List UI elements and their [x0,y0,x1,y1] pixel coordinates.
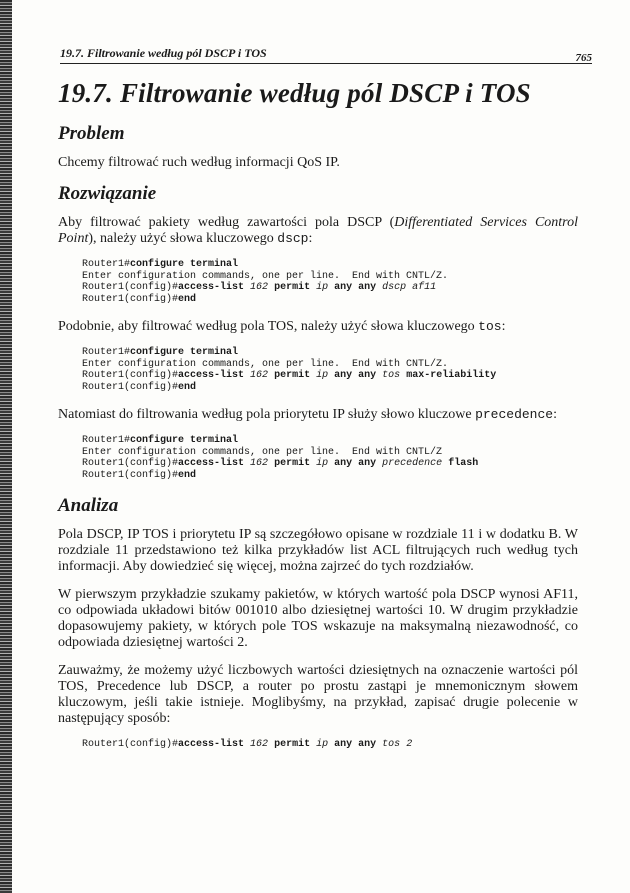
running-head: 19.7. Filtrowanie według pól DSCP i TOS [60,46,592,64]
precedence-intro: Natomiast do filtrowania według pola priorytetu IP służy słowo kluczowe precedence: [58,407,557,422]
keyword-precedence: precedence [475,407,554,422]
analysis-paragraph-3: Zauważmy, że możemy użyć liczbowych wartości dziesiętnych na oznaczenie wartości pól TOS, Precedence lub DSCP, a router po prostu zastąpi je mnemonicznym słowem kluczowym, jeśli takie istnieje. Moglibyśmy, na przykład, zapisać drugie polecenie w następujący sposób: [58,663,578,726]
keyword-dscp: dscp [277,231,309,246]
code-block-precedence: Router1#configure terminal Enter configuration commands, one per line. End with CNTL/Z Router1(config)#access-list 162 permit ip any any precedence flash Router1(config)#end [82,435,479,481]
page-content [58,78,578,765]
book-binding-edge [0,0,12,893]
analysis-paragraph-2: W pierwszym przykładzie szukamy pakietów, w których wartość pola DSCP wynosi AF11, co odpowiada układowi bitów 001010 albo dziesiętnej wartości 10. W drugim przykładzie dopasowujemy pakiety, w których pole TOS wskazuje na maksymalną niezawodność, co odpowiada dziesiętnej wartości 2. [58,587,578,650]
code-block-tos: Router1#configure terminal Enter configuration commands, one per line. End with CNTL/Z. Router1(config)#access-list 162 permit ip any any tos max-reliability Router1(config)#end [82,347,497,393]
code-block-tos-numeric: Router1(config)#access-list 162 permit ip any any tos 2 [82,739,413,750]
analysis-paragraph-1: Pola DSCP, IP TOS i priorytetu IP są szczegółowo opisane w rozdziale 11 i w dodatku B. W rozdziale 11 przedstawiono też kilka przykładów list ACL filtrujących ruch według tych informacji. Aby dowiedzieć się więcej, można zajrzeć do tych rozdziałów. [58,527,578,574]
section-title: 19.7. Filtrowanie według pól DSCP i TOS [58,78,531,108]
solution-heading: Rozwiązanie [58,183,157,204]
keyword-tos: tos [478,319,502,334]
page-number: 765 [575,52,592,64]
dscp-intro: Aby filtrować pakiety według zawartości pola DSCP (Differentiated Services Control Point), należy użyć słowa kluczowego dscp: [58,215,578,246]
problem-heading: Problem [58,123,125,144]
analysis-heading: Analiza [58,495,119,516]
problem-text: Chcemy filtrować ruch według informacji QoS IP. [58,155,340,170]
tos-intro: Podobnie, aby filtrować według pola TOS, należy użyć słowa kluczowego tos: [58,319,506,334]
code-block-dscp: Router1#configure terminal Enter configuration commands, one per line. End with CNTL/Z. Router1(config)#access-list 162 permit ip any any dscp af11 Router1(config)#end [82,259,449,305]
